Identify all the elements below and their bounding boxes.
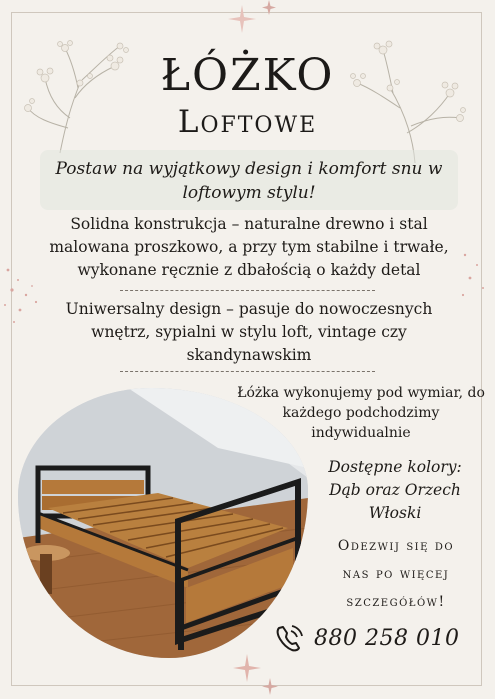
contact-line-1: Odezwij się do (337, 538, 455, 554)
colors-heading: Dostępne kolory: (328, 458, 462, 476)
custom-size-note: Łóżka wykonujemy pod wymiar, do każdego podchodzimy indywidualnie (237, 385, 485, 441)
divider (120, 290, 375, 291)
divider (120, 371, 375, 372)
phone-number[interactable]: 880 258 010 (314, 625, 460, 651)
title-line-1: ŁÓŻKO (160, 50, 335, 101)
sparkle-icon-top (222, 0, 282, 40)
available-colors (315, 456, 475, 525)
feature-construction: Solidna konstrukcja – naturalne drewno i stal malowana proszkowo, a przy tym stabilne i trwałe, wykonane ręcznie z dbałością o każdy detal (49, 215, 449, 279)
phone-contact[interactable] (272, 622, 459, 654)
colors-line-3: Włoski (368, 504, 422, 522)
feature-design: Uniwersalny design – pasuje do nowoczesnych wnętrz, sypialni w stylu loft, vintage czy skandynawskim (65, 300, 433, 364)
pink-dots-right (455, 240, 495, 310)
phone-ringing-icon (272, 622, 306, 654)
contact-line-2: nas po więcej (342, 566, 450, 582)
contact-call-to-action (316, 532, 476, 616)
colors-line-2: Dąb oraz Orzech (329, 481, 461, 499)
contact-line-3: szczegółów! (346, 594, 446, 610)
title-line-2: Loftowe (177, 104, 318, 140)
sparkle-icon-bottom (225, 652, 285, 699)
pink-dots-left (0, 250, 45, 340)
tagline: Postaw na wyjątkowy design i komfort snu w loftowym stylu! (55, 159, 443, 203)
